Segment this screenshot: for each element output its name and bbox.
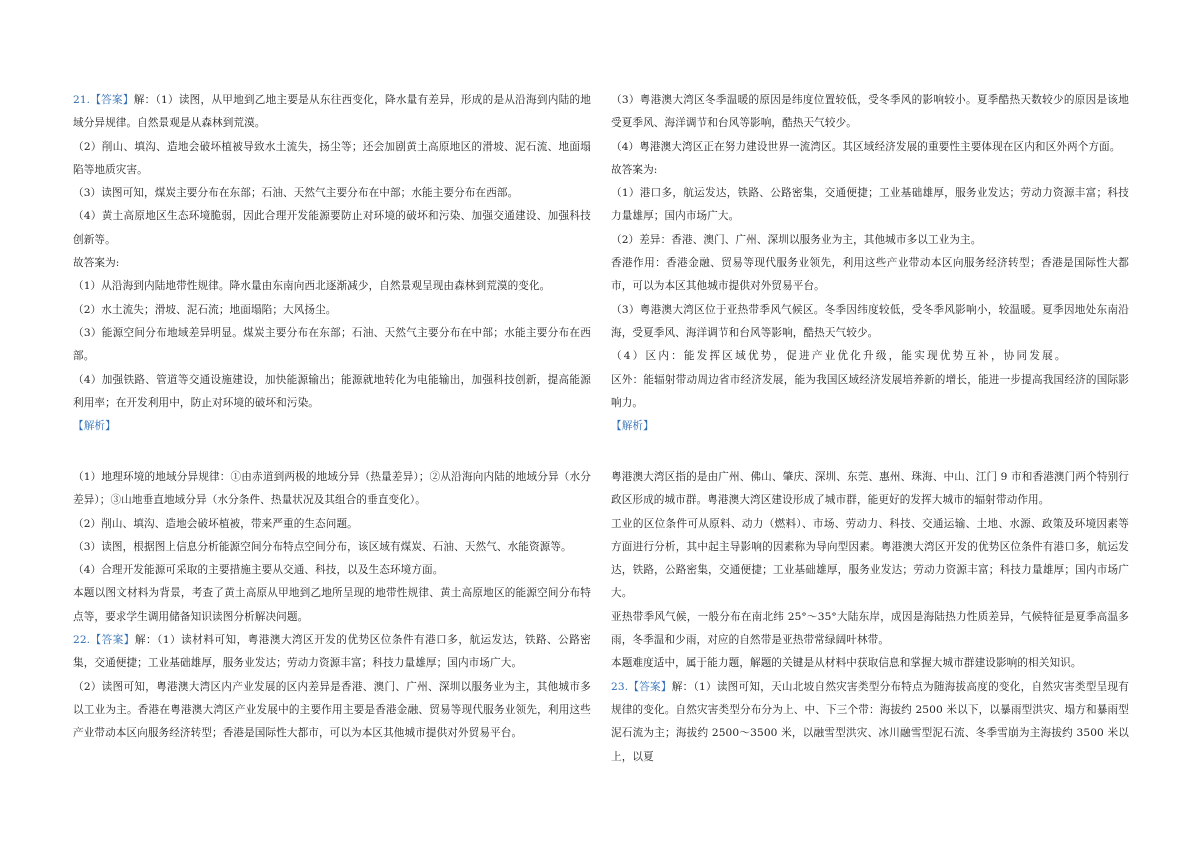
- analysis-paragraph: （2）削山、填沟、造地会破坏植被，带来严重的生态问题。: [73, 517, 358, 530]
- q22-number: 22.: [73, 634, 91, 647]
- right-bottom-column: [611, 466, 1129, 769]
- analysis-paragraph: 本题难度适中，属于能力题，解题的关键是从材料中获取信息和掌握大城市群建设影响的相关知识。: [611, 657, 1082, 670]
- answer-tag: 【答案】: [90, 94, 134, 106]
- answer-paragraph: （4）区内：能发挥区域优势，促进产业优化升级，能实现优势互补，协同发展。: [611, 350, 1068, 363]
- answer-paragraph: （3）读图可知，煤炭主要分布在东部；石油、天然气主要分布在中部；水能主要分布在西部。: [73, 187, 519, 200]
- answer-paragraph: （2）差异：香港、澳门、广州、深圳以服务业为主，其他城市多以工业为主。: [611, 233, 982, 246]
- answer-paragraph: （2）削山、填沟、造地会破坏植被导致水土流失，扬尘等；还会加剧黄土高原地区的滑坡、泥石流、地面塌陷等地质灾害。: [73, 140, 591, 176]
- answer-paragraph: 故答案为:: [611, 163, 658, 176]
- answer-paragraph: （2）水土流失；滑坡、泥石流；地面塌陷；大风扬尘。: [73, 303, 337, 316]
- analysis-paragraph: 工业的区位条件可从原料、动力（燃料）、市场、劳动力、科技、交通运输、土地、水源、政策及环境因素等方面进行分析，其中起主导影响的因素称为导向型因素。粤港澳大湾区开发的优势区位条件有港口多，航运发达，铁路，公路密集，交通便捷；工业基础雄厚，服务业发达；劳动力资源丰富；科技力量雄厚；国内市场广大。: [611, 517, 1129, 600]
- answer-paragraph: 香港作用：香港金融、贸易等现代服务业领先，利用这些产业带动本区向服务经济转型；香港是国际性大都市，可以为本区其他城市提供对外贸易平台。: [611, 257, 1129, 293]
- answer-paragraph: 故答案为:: [73, 257, 120, 270]
- q23-answer-line: [611, 676, 1129, 769]
- answer-paragraph: （3）粤港澳大湾区位于亚热带季风气候区。冬季因纬度较低，受冬季风影响小，较温暖。夏季因地处东南沿海，受夏季风、海洋调节和台风等影响，酷热天气较少。: [611, 303, 1129, 339]
- q23-number: 23.: [611, 680, 629, 693]
- analysis-paragraph: 亚热带季风气候，一般分布在南北纬 25°～35°大陆东岸，成因是海陆热力性质差异，气候特征是夏季高温多雨，冬季温和少雨，对应的自然带是亚热带常绿阔叶林带。: [611, 610, 1129, 647]
- analysis-paragraph: 粤港澳大湾区指的是由广州、佛山、肇庆、深圳、东莞、惠州、珠海、中山、江门 9 市和香港澳门两个特别行政区形成的城市群。粤港澳大湾区建设形成了城市群，能更好的发挥大城市的辐射带动作用。: [611, 471, 1129, 507]
- answer-paragraph: （4）加强铁路、管道等交通设施建设，加快能源输出；能源就地转化为电能输出，加强科技创新，提高能源利用率；在开发利用中，防止对环境的破坏和污染。: [73, 373, 591, 409]
- answer-text: 解：（1）读图，从甲地到乙地主要是从东往西变化，降水量有差异，形成的是从沿海到内陆的地域分异规律。自然景观是从森林到荒漠。: [73, 94, 591, 130]
- q22-answer-line: [73, 629, 591, 676]
- analysis-paragraph: 本题以图文材料为背景，考查了黄土高原从甲地到乙地所呈现的地带性规律、黄土高原地区的能源空间分布特点等，要求学生调用储备知识读图分析解决问题。: [73, 587, 591, 623]
- answer-tag: 【答案】: [90, 634, 135, 647]
- q21-number: 21.: [73, 94, 91, 106]
- answer-paragraph: （3）粤港澳大湾区冬季温暖的原因是纬度位置较低，受冬季风的影响较小。夏季酷热天数较少的原因是该地受夏季风、海洋调节和台风等影响，酷热天气较少。: [611, 94, 1129, 130]
- answer-text: 解：（1）读图可知，天山北坡自然灾害类型分布特点为随海拔高度的变化，自然灾害类型呈现有规律的变化。自然灾害类型分布分为上、中、下三个带：海拔约 2500 米以下，以暴雨型洪灾、塌方和暴雨型泥石流为主；海拔约 2500～3500 米，以融雪型洪灾、冰川融雪型泥石流、冬季雪崩为主海拔约 3500 米以上，以夏: [611, 680, 1129, 763]
- answer-text: 解：（1）读材料可知，粤港澳大湾区开发的优势区位条件有港口多，航运发达，铁路、公路密集，交通便捷；工业基础雄厚，服务业发达；劳动力资源丰富；科技力量雄厚；国内市场广大。: [73, 634, 591, 670]
- analysis-tag: 【解析】: [73, 420, 116, 433]
- analysis-paragraph: （1）地理环境的地域分异规律：①由赤道到两极的地域分异（热量差异）；②从沿海向内陆的地域分异（水分差异）；③山地垂直地域分异（水分条件、热量状况及其组合的垂直变化）。: [73, 471, 591, 507]
- answer-tag: 【答案】: [628, 680, 672, 693]
- answer-paragraph: （1）从沿海到内陆地带性规律。降水量由东南向西北逐渐减少，自然景观呈现由森林到荒漠的变化。: [73, 280, 551, 293]
- answer-paragraph: （2）读图可知，粤港澳大湾区内产业发展的区内差异是香港、澳门、广州、深圳以服务业为主，其他城市多以工业为主。香港在粤港澳大湾区产业发展中的主要作用主要是香港金融、贸易等现代服务业领先，利用这些产业带动本区向服务经济转型；香港是国际性大都市，可以为本区其他城市提供对外贸易平台。: [73, 680, 591, 740]
- analysis-paragraph: （3）读图，根据图上信息分析能源空间分布特点空间分布，该区域有煤炭、石油、天然气、水能资源等。: [73, 540, 572, 553]
- answer-paragraph: （4）粤港澳大湾区正在努力建设世界一流湾区。其区域经济发展的重要性主要体现在区内和区外两个方面。: [611, 140, 1121, 153]
- left-top-column: [73, 89, 591, 438]
- analysis-paragraph: （4）合理开发能源可采取的主要措施主要从交通、科技，以及生态环境方面。: [73, 564, 444, 577]
- answer-paragraph: （1）港口多，航运发达，铁路、公路密集，交通便捷；工业基础雄厚，服务业发达；劳动力资源丰富；科技力量雄厚；国内市场广大。: [611, 187, 1129, 223]
- q21-answer-line: [73, 89, 591, 136]
- answer-paragraph: （4）黄土高原地区生态环境脆弱，因此合理开发能源要防止对环境的破坏和污染、加强交通建设、加强科技创新等。: [73, 210, 591, 246]
- answer-paragraph: 区外：能辐射带动周边省市经济发展，能为我国区域经济发展培养新的增长，能进一步提高我国经济的国际影响力。: [611, 373, 1129, 409]
- analysis-tag: 【解析】: [611, 420, 654, 433]
- answer-paragraph: （3）能源空间分布地域差异明显。煤炭主要分布在东部；石油、天然气主要分布在中部；水能主要分布在西部。: [73, 326, 591, 363]
- right-top-column: [611, 89, 1129, 438]
- left-bottom-column: [73, 466, 591, 746]
